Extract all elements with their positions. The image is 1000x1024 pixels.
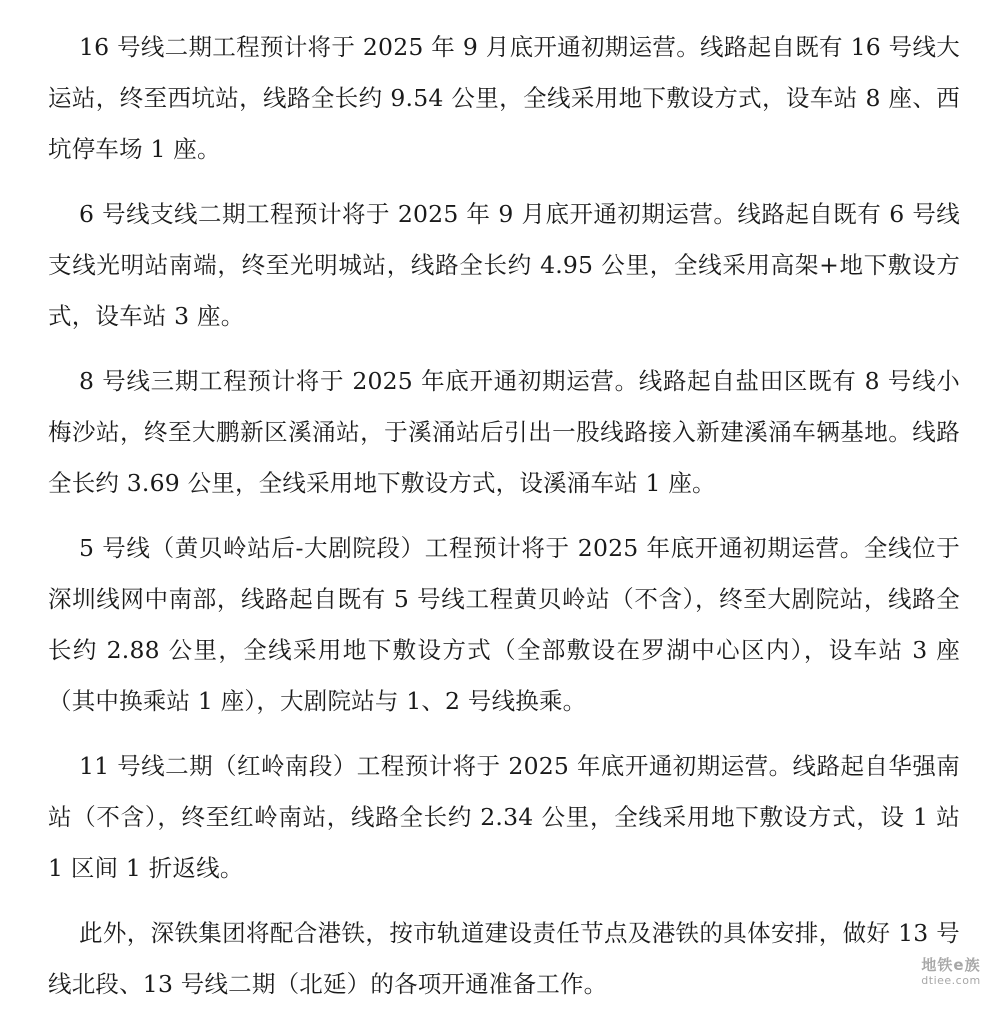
- paragraph-line-16: 16 号线二期工程预计将于 2025 年 9 月底开通初期运营。线路起自既有 16 号线大运站，终至西坑站，线路全长约 9.54 公里，全线采用地下敷设方式，设车站 8 座、西坑停车场 1 座。: [48, 33, 960, 163]
- paragraph-line-13: 此外，深铁集团将配合港铁，按市轨道建设责任节点及港铁的具体安排，做好 13 号线北段、13 号线二期（北延）的各项开通准备工作。: [48, 919, 960, 998]
- site-watermark: [910, 956, 992, 987]
- paragraph-line-5: 5 号线（黄贝岭站后-大剧院段）工程预计将于 2025 年底开通初期运营。全线位于深圳线网中南部，线路起自既有 5 号线工程黄贝岭站（不含），终至大剧院站，线路全长约 2.88 公里，全线采用地下敷设方式（全部敷设在罗湖中心区内），设车站 3 座（其中换乘站 1 座），大剧院站与 1、2 号线换乘。: [48, 534, 960, 715]
- paragraph-line-8: 8 号线三期工程预计将于 2025 年底开通初期运营。线路起自盐田区既有 8 号线小梅沙站，终至大鹏新区溪涌站，于溪涌站后引出一股线路接入新建溪涌车辆基地。线路全长约 3.69 公里，全线采用地下敷设方式，设溪涌车站 1 座。: [48, 367, 960, 497]
- paragraph-line-6-branch: 6 号线支线二期工程预计将于 2025 年 9 月底开通初期运营。线路起自既有 6 号线支线光明站南端，终至光明城站，线路全长约 4.95 公里，全线采用高架+地下敷设方式，设车站 3 座。: [48, 200, 960, 330]
- watermark-title: 地铁e族: [921, 956, 981, 974]
- document-body: [48, 22, 960, 1024]
- paragraph-line-11: 11 号线二期（红岭南段）工程预计将于 2025 年底开通初期运营。线路起自华强南站（不含），终至红岭南站，线路全长约 2.34 公里，全线采用地下敷设方式，设 1 站 1 区间 1 折返线。: [48, 752, 960, 882]
- watermark-subtitle: dtiee.com: [921, 974, 981, 987]
